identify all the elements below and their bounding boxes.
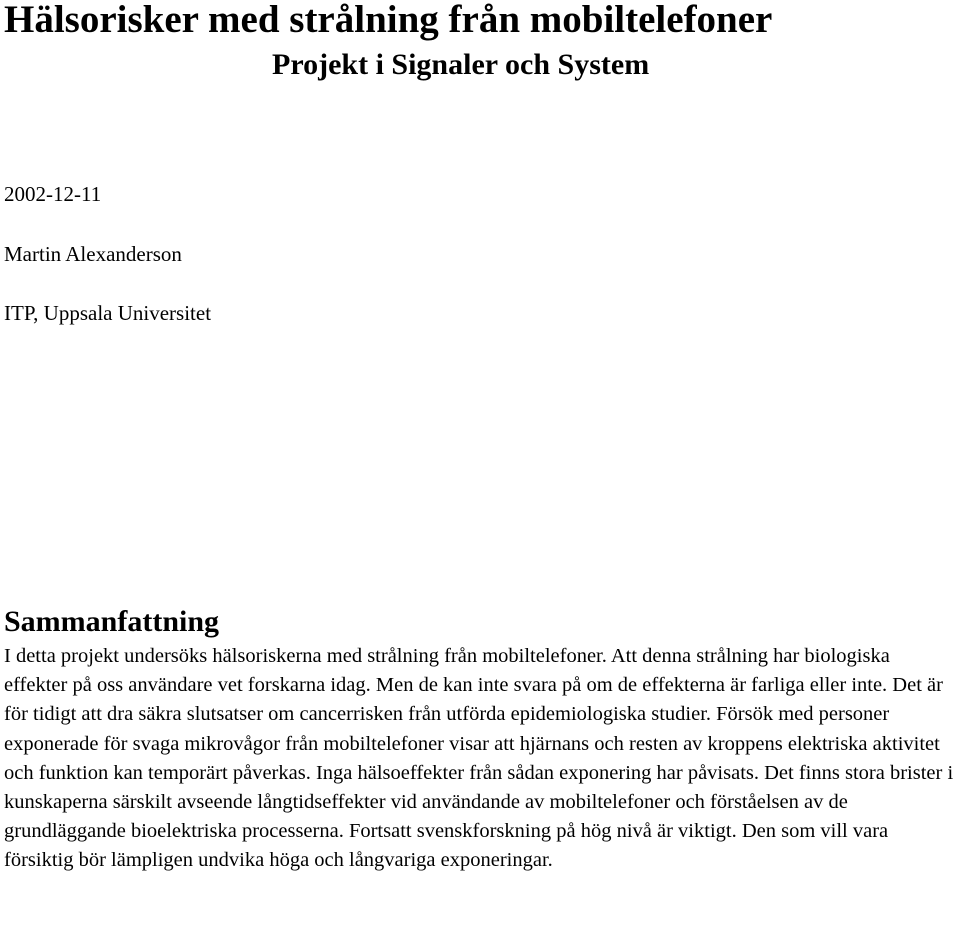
summary-heading: Sammanfattning xyxy=(4,605,220,638)
document-affiliation: ITP, Uppsala Universitet xyxy=(4,301,212,325)
summary-body: I detta projekt undersöks hälsoriskerna med strålning från mobiltelefoner. Att denna strålning har biologiska effekter på oss användare vet forskarna idag. Men de kan inte svara på om de effekterna är farliga eller inte. Det är för tidigt att dra säkra slutsatser om cancerrisken från utförda epidemiologiska studier. Försök med personer exponerade för svaga mikrovågor från mobiltelefoner visar att hjärnans och resten av kroppens elektriska aktivitet och funktion kan temporärt påverkas. Inga hälsoeffekter från sådan exponering har påvisats. Det finns stora brister i kunskaperna särskilt avseende långtidseffekter vid användande av mobiltelefoner och förståelsen av de grundläggande bioelektriska processerna. Fortsatt svenskforskning på hög nivå är viktigt. Den som vill vara försiktig bör lämpligen undvika höga och långvariga exponeringar. xyxy=(4,645,954,872)
document-author: Martin Alexanderson xyxy=(4,242,182,266)
document-title: Hälsorisker med strålning från mobiltelefoner xyxy=(4,0,773,41)
document-subtitle: Projekt i Signaler och System xyxy=(272,48,650,81)
document-date: 2002-12-11 xyxy=(4,182,102,206)
